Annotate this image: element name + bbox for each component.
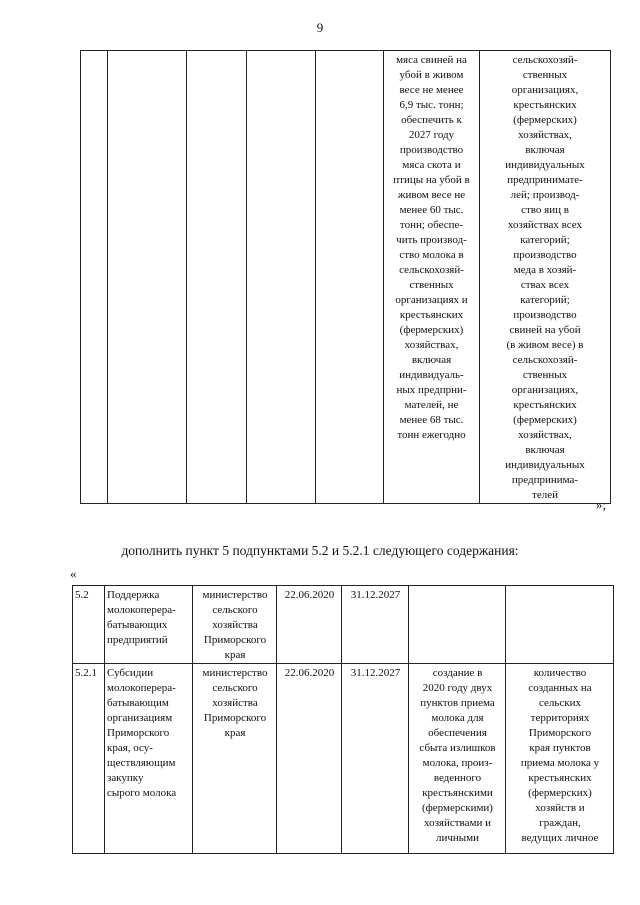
- row-organization-line: министерство: [202, 667, 268, 679]
- result-text-line: ных предпрни-: [396, 384, 467, 396]
- indicator-text-line: лей; производ-: [510, 189, 580, 201]
- result-text-line: 6,9 тыс. тонн;: [399, 99, 464, 111]
- row-organization-line: министерство: [202, 589, 268, 601]
- result-text-line: ственных: [409, 279, 454, 291]
- row-indicator-line: (фермерских): [528, 787, 592, 799]
- opening-quote: «: [70, 566, 77, 581]
- indicator-text-line: (в живом весе) в: [506, 339, 584, 351]
- table1-col-num: [81, 51, 108, 504]
- result-text-line: 2027 году: [408, 129, 455, 141]
- result-text-line: тонн ежегодно: [397, 429, 466, 441]
- row-indicator: [506, 586, 614, 664]
- row-indicator-line: сельских: [538, 697, 582, 709]
- row-indicator-line: созданных на: [528, 682, 592, 694]
- row-organization-line: сельского: [212, 682, 258, 694]
- row-name: [105, 664, 193, 854]
- row-name: [105, 586, 193, 664]
- row-name-line: молокоперера-: [107, 682, 176, 694]
- row-indicator-line: территориях: [530, 712, 590, 724]
- row-result-line: молока для: [431, 712, 484, 724]
- row-organization-line: Приморского: [203, 712, 267, 724]
- row-name-line: батывающих: [107, 619, 168, 631]
- result-text-line: живом весе не: [397, 189, 466, 201]
- indicator-text-line: меда в хозяй-: [513, 264, 577, 276]
- row-organization-line: края: [224, 727, 246, 739]
- result-text-line: мяса свиней на: [396, 54, 467, 66]
- row-organization-line: края: [224, 649, 246, 661]
- row-indicator-line: ведущих личное: [521, 832, 599, 844]
- subsection-table: [72, 585, 614, 854]
- result-text-line: обеспечить к: [401, 114, 462, 126]
- indicator-text-line: хозяйствах,: [518, 429, 572, 441]
- result-text-line: тонн; обеспе-: [399, 219, 464, 231]
- row-number: 5.2: [73, 586, 105, 664]
- row-result-line: обеспечения: [428, 727, 487, 739]
- indicator-text-line: (фермерских): [513, 414, 577, 426]
- row-indicator-line: граждан,: [539, 817, 581, 829]
- table-row: [73, 664, 614, 854]
- row-name-line: молокоперера-: [107, 604, 176, 616]
- indicator-text-line: сельскохозяй-: [512, 54, 578, 66]
- row-name-line: ществляющим: [107, 757, 176, 769]
- indicator-text-line: производство: [513, 249, 577, 261]
- indicator-text-line: категорий;: [520, 234, 570, 246]
- table1-col-start: [247, 51, 316, 504]
- row-name-line: сырого молока: [107, 787, 177, 799]
- row-indicator-line: хозяйств и: [535, 802, 585, 814]
- row-result-line: создание в: [432, 667, 483, 679]
- indicator-text-line: ствах всех: [520, 279, 570, 291]
- indicator-text-line: предпринима-: [511, 474, 579, 486]
- result-text-line: птицы на убой в: [393, 174, 470, 186]
- row-indicator: [506, 664, 614, 854]
- row-name-line: Субсидии: [107, 667, 154, 679]
- table1-col-indicator: [480, 51, 611, 504]
- row-number: 5.2.1: [73, 664, 105, 854]
- row-organization: [193, 664, 277, 854]
- indicator-text-line: организациях,: [511, 384, 579, 396]
- row-end-date: 31.12.2027: [342, 664, 409, 854]
- indicator-text-line: свиней на убой: [509, 324, 581, 336]
- indicator-text-line: ственных: [522, 369, 568, 381]
- row-indicator-line: количество: [533, 667, 587, 679]
- result-text-line: крестьянских: [399, 309, 464, 321]
- row-name-line: Приморского: [107, 727, 170, 739]
- row-start-date: 22.06.2020: [277, 586, 342, 664]
- result-text-line: мяса скота и: [402, 159, 461, 171]
- result-text-line: чить производ-: [396, 234, 467, 246]
- row-organization-line: хозяйства: [212, 697, 258, 709]
- row-name-line: предприятий: [107, 634, 168, 646]
- row-result-line: (фермерскими): [422, 802, 493, 814]
- indicator-text-line: предпринимате-: [507, 174, 583, 186]
- row-name-line: батывающим: [107, 697, 169, 709]
- indicator-text-line: сельскохозяй-: [512, 354, 578, 366]
- result-text-line: менее 68 тыс.: [399, 414, 464, 426]
- indicator-text-line: хозяйствах,: [518, 129, 572, 141]
- row-result-line: крестьянскими: [422, 787, 493, 799]
- row-result-line: сбыта излишков: [419, 742, 496, 754]
- indicator-text-line: индивидуальных: [505, 459, 585, 471]
- table-row: [73, 586, 614, 664]
- result-text-line: организациях и: [395, 294, 468, 306]
- table1-col-end: [316, 51, 384, 504]
- row-indicator-line: края пунктов: [529, 742, 591, 754]
- result-text-line: производство: [399, 144, 464, 156]
- row-organization-line: сельского: [212, 604, 258, 616]
- indicator-text-line: (фермерских): [513, 114, 577, 126]
- instruction-text: дополнить пункт 5 подпунктами 5.2 и 5.2.1 следующего содержания:: [121, 543, 519, 558]
- result-text-line: включая: [411, 354, 452, 366]
- result-text-line: сельскохозяй-: [399, 264, 464, 276]
- row-result-line: 2020 году двух: [422, 682, 493, 694]
- table1-col-name: [108, 51, 187, 504]
- table1-col-org: [187, 51, 247, 504]
- indicator-text-line: включая: [525, 144, 565, 156]
- result-text-line: весе не менее: [399, 84, 464, 96]
- indicator-text-line: хозяйствах всех: [507, 219, 583, 231]
- row-result: [409, 586, 506, 664]
- indicator-text-line: производство: [513, 309, 577, 321]
- row-result: [409, 664, 506, 854]
- row-organization-line: Приморского: [203, 634, 267, 646]
- row-result-line: пунктов приема: [420, 697, 495, 709]
- result-text-line: убой в живом: [399, 69, 464, 81]
- indicator-text-line: крестьянских: [513, 99, 577, 111]
- indicator-text-line: крестьянских: [513, 399, 577, 411]
- indicator-text-line: телей: [532, 489, 558, 501]
- result-text-line: (фермерских): [399, 324, 464, 336]
- row-name-line: края, осу-: [107, 742, 153, 754]
- row-name-line: организациям: [107, 712, 173, 724]
- row-result-line: молока, произ-: [422, 757, 493, 769]
- indicator-text-line: включая: [525, 444, 565, 456]
- closing-quote: »;: [595, 497, 606, 512]
- table1-col-result: [384, 51, 480, 504]
- row-indicator-line: крестьянских: [528, 772, 592, 784]
- row-start-date: 22.06.2020: [277, 664, 342, 854]
- indicator-text-line: категорий;: [520, 294, 570, 306]
- page-number: 9: [316, 20, 324, 35]
- result-text-line: индивидуаль-: [399, 369, 464, 381]
- row-organization-line: хозяйства: [212, 619, 258, 631]
- row-result-line: личными: [435, 832, 480, 844]
- indicator-text-line: ство яиц в: [521, 204, 569, 216]
- indicator-text-line: индивидуальных: [505, 159, 585, 171]
- row-result-line: веденного: [433, 772, 482, 784]
- indicator-text-line: ственных: [522, 69, 568, 81]
- continuation-table: [80, 50, 611, 504]
- result-text-line: ство молока в: [399, 249, 464, 261]
- result-text-line: мателей, не: [404, 399, 459, 411]
- result-text-line: хозяйствах,: [404, 339, 459, 351]
- row-organization: [193, 586, 277, 664]
- indicator-text-line: организациях,: [511, 84, 579, 96]
- row-indicator-line: Приморского: [528, 727, 592, 739]
- row-indicator-line: приема молока у: [520, 757, 600, 769]
- result-text-line: менее 60 тыс.: [399, 204, 464, 216]
- row-name-line: закупку: [107, 772, 144, 784]
- row-end-date: 31.12.2027: [342, 586, 409, 664]
- row-result-line: хозяйствами и: [424, 817, 491, 829]
- row-name-line: Поддержка: [107, 589, 160, 601]
